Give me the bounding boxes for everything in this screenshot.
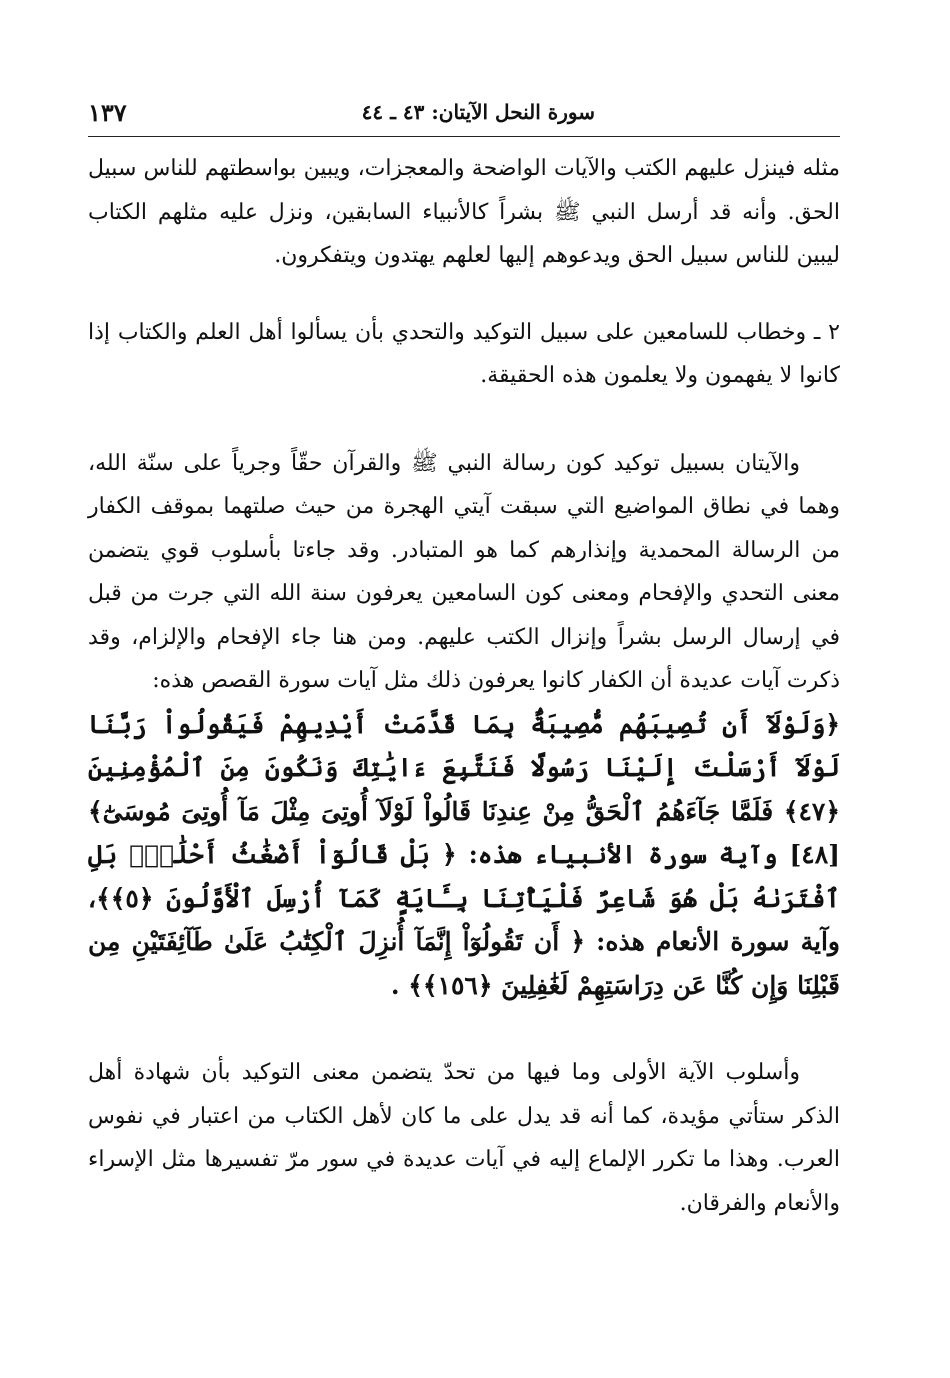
paragraph-4: وأسلوب الآية الأولى وما فيها من تحدّ يتضمن معنى التوكيد بأن شهادة أهل الذكر ستأتي مؤيدة، كما أنه قد يدل على ما كان لأهل الكتاب من اعتبار في نفوس العرب. وهذا ما تكرر الإلماع إليه في آيات عديدة في سور مرّ تفسيرها مثل الإسراء والأنعام والفرقان.	[88, 1060, 841, 1216]
paragraph-2: ٢ ـ وخطاب للسامعين على سبيل التوكيد والتحدي بأن يسألوا أهل العلم والكتاب إذا كانوا لا يفهمون ولا يعلمون هذه الحقيقة.	[88, 319, 840, 388]
running-title: سورة النحل الآيتان: ٤٣ ـ ٤٤	[361, 100, 595, 124]
paragraph-3: والآيتان بسبيل توكيد كون رسالة النبي ﷺ والقرآن حقّاً وجرياً على سنّة الله، وهما في نطاق المواضيع التي سبقت آيتي الهجرة من حيث صلتهما بموقف الكفار من الرسالة المحمدية وإنذارهم كما هو المتبادر. وقد جاءتا بأسلوب قوي يتضمن معنى التحدي والإفحام ومعنى كون السامعين يعرفون سنة الله التي جرت من قبل في إرسال الرسل بشراً وإنزال الكتب عليهم. ومن هنا جاء الإفحام والإلزام، وقد ذكرت آيات عديدة أن الكفار كانوا يعرفون ذلك مثل آيات سورة القصص هذه:	[88, 450, 840, 693]
page-number: ١٣٧	[88, 98, 127, 127]
running-header	[88, 96, 840, 137]
paragraph-1: مثله فينزل عليهم الكتب والآيات الواضحة والمعجزات، ويبين بواسطتهم للناس سبيل الحق. وأنه قد أرسل النبي ﷺ بشراً كالأنبياء السابقين، ونزل عليه مثلهم الكتاب ليبين للناس سبيل الحق ويدعوهم إليها لعلهم يهتدون ويتفكرون.	[88, 156, 840, 268]
document-page	[88, 96, 840, 1225]
quranic-verses: ﴿وَلَوْلَآ أَن تُصِيبَهُم مُّصِيبَةٌۢ بِمَا قَدَّمَتْ أَيْدِيهِمْ فَيَقُولُواْ رَبَّنَا لَوْلَآ أَرْسَلْتَ إِلَيْنَا رَسُولًا فَنَتَّبِعَ ءَايَٰتِكَ وَنَكُونَ مِنَ ٱلْمُؤْمِنِينَ ﴿٤٧﴾ فَلَمَّا جَآءَهُمُ ٱلْحَقُّ مِنْ عِندِنَا قَالُواْ لَوْلَآ أُوتِىَ مِثْلَ مَآ أُوتِىَ مُوسَىٰٓ﴾ [٤٨] وآية سورة الأنبياء هذه: ﴿ بَلْ قَالُوٓاْ أَضْغَٰثُ أَحْلَٰمٍۭ بَلِ ٱفْتَرَىٰهُ بَلْ هُوَ شَاعِرٌ فَلْيَأْتِنَا بِـَٔايَةٍ كَمَآ أُرْسِلَ ٱلْأَوَّلُونَ ﴿٥﴾﴾، وآية سورة الأنعام هذه: ﴿ أَن تَقُولُوٓاْ إِنَّمَآ أُنزِلَ ٱلْكِتَٰبُ عَلَىٰ طَآئِفَتَيْنِ مِن قَبْلِنَا وَإِن كُنَّا عَن دِرَاسَتِهِمْ لَغَٰفِلِينَ ﴿١٥٦﴾﴾ .	[88, 709, 840, 1000]
